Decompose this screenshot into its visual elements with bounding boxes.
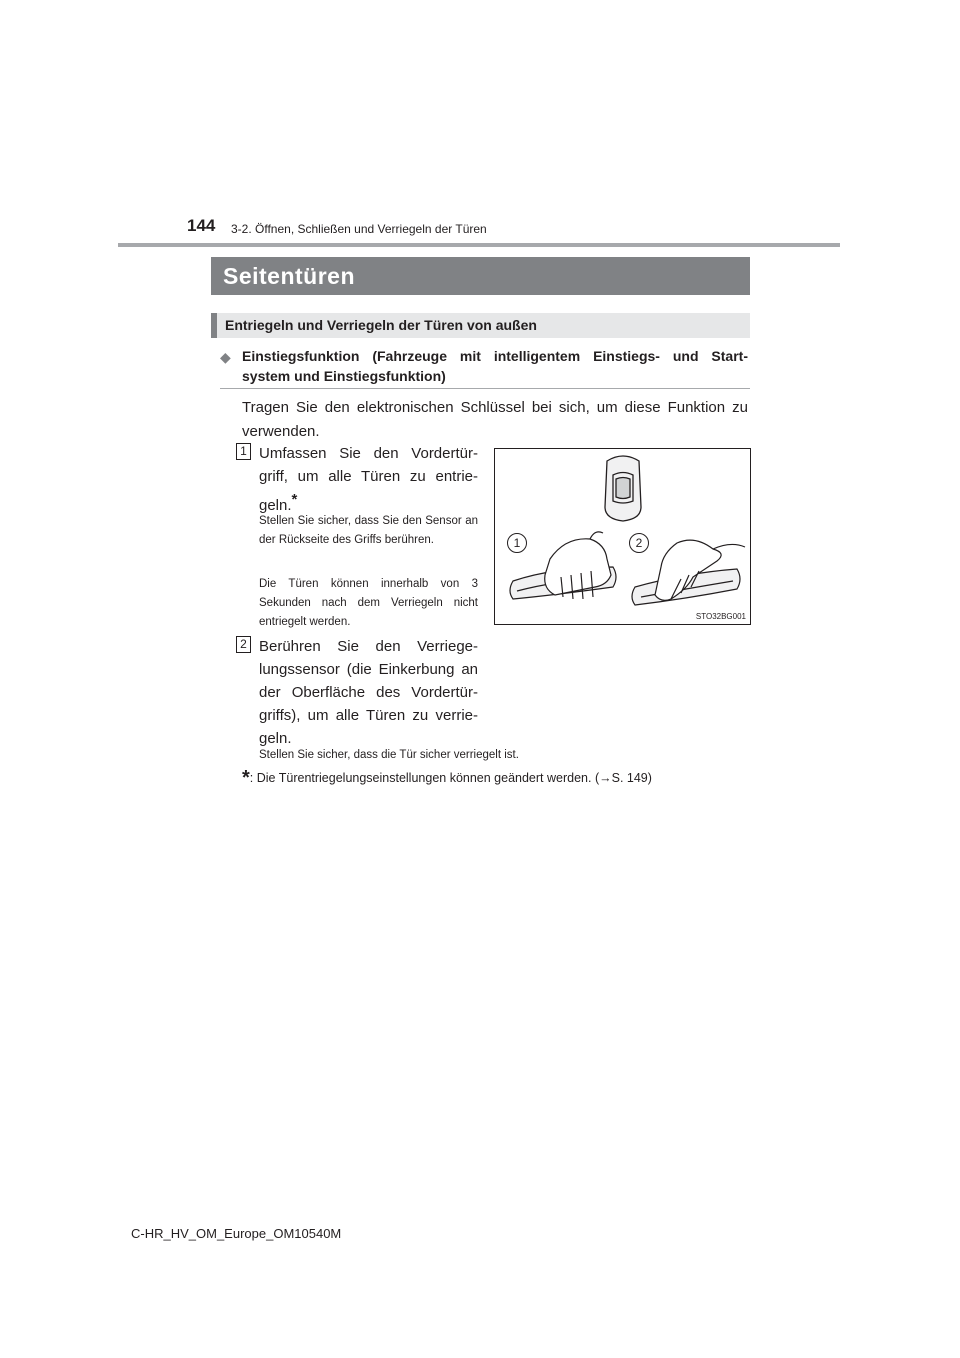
step-1-note-1: Stellen Sie sicher, dass Sie den Sensor an der Rückseite des Griffs berühren. (259, 515, 478, 546)
step-number-2: 2 (236, 636, 251, 653)
chapter-title: 3-2. Öffnen, Schließen und Verriegeln der Türen (231, 222, 487, 236)
illustration-graphic (495, 449, 750, 624)
step-2-text: Berühren Sie den Verriege-lungssensor (die Einkerbung an der Oberfläche des Vordertür-griffs), um alle Türen zu verrie-geln. (259, 638, 478, 747)
header-divider (118, 243, 840, 247)
subsection-heading-bar (211, 313, 750, 338)
footnote-text: : Die Türentriegelungseinstellungen können geändert werden. ( (249, 771, 600, 785)
arrow-right-icon: → (599, 771, 612, 785)
step-1-text (259, 442, 478, 517)
step-number-1: 1 (236, 443, 251, 460)
feature-divider (220, 388, 750, 389)
document-footer: C-HR_HV_OM_Europe_OM10540M (131, 1226, 342, 1241)
figure-code: STO32BG001 (695, 612, 746, 621)
footnote (242, 767, 652, 790)
figure-callout-1: 1 (507, 533, 527, 553)
step-1-asterisk: * (291, 491, 298, 508)
footnote-page-ref: S. 149) (611, 771, 652, 785)
door-handle-illustration (494, 448, 751, 625)
step-2-note-1: Stellen Sie sicher, dass die Tür sicher verriegelt ist. (259, 749, 519, 761)
feature-title-line1: Einstiegsfunktion (Fahrzeuge mit intelligentem Einstiegs- und Start- (242, 348, 748, 364)
step-1-instruction: Umfassen Sie den Vordertür-griff, um alle Türen zu entrie-geln. (259, 445, 478, 514)
key-fob-icon (605, 456, 641, 521)
footnote-mark: * (242, 767, 250, 789)
door-handle-touch-icon (632, 540, 745, 605)
section-heading-bar (211, 257, 750, 295)
feature-title-line2: system und Einstiegsfunktion) (242, 368, 446, 384)
page-number: 144 (187, 216, 216, 235)
figure-callout-2: 2 (629, 533, 649, 553)
section-title: Seitentüren (223, 263, 356, 289)
step-1-note-2: Die Türen können innerhalb von 3 Sekunden nach dem Verriegeln nicht entriegelt werden. (259, 578, 478, 628)
diamond-bullet-icon: ◆ (220, 349, 231, 365)
subsection-title: Entriegeln und Verriegeln der Türen von außen (225, 317, 537, 333)
intro-paragraph: Tragen Sie den elektronischen Schlüssel bei sich, um diese Funktion zu verwenden. (242, 399, 748, 440)
subsection-accent (211, 313, 217, 338)
